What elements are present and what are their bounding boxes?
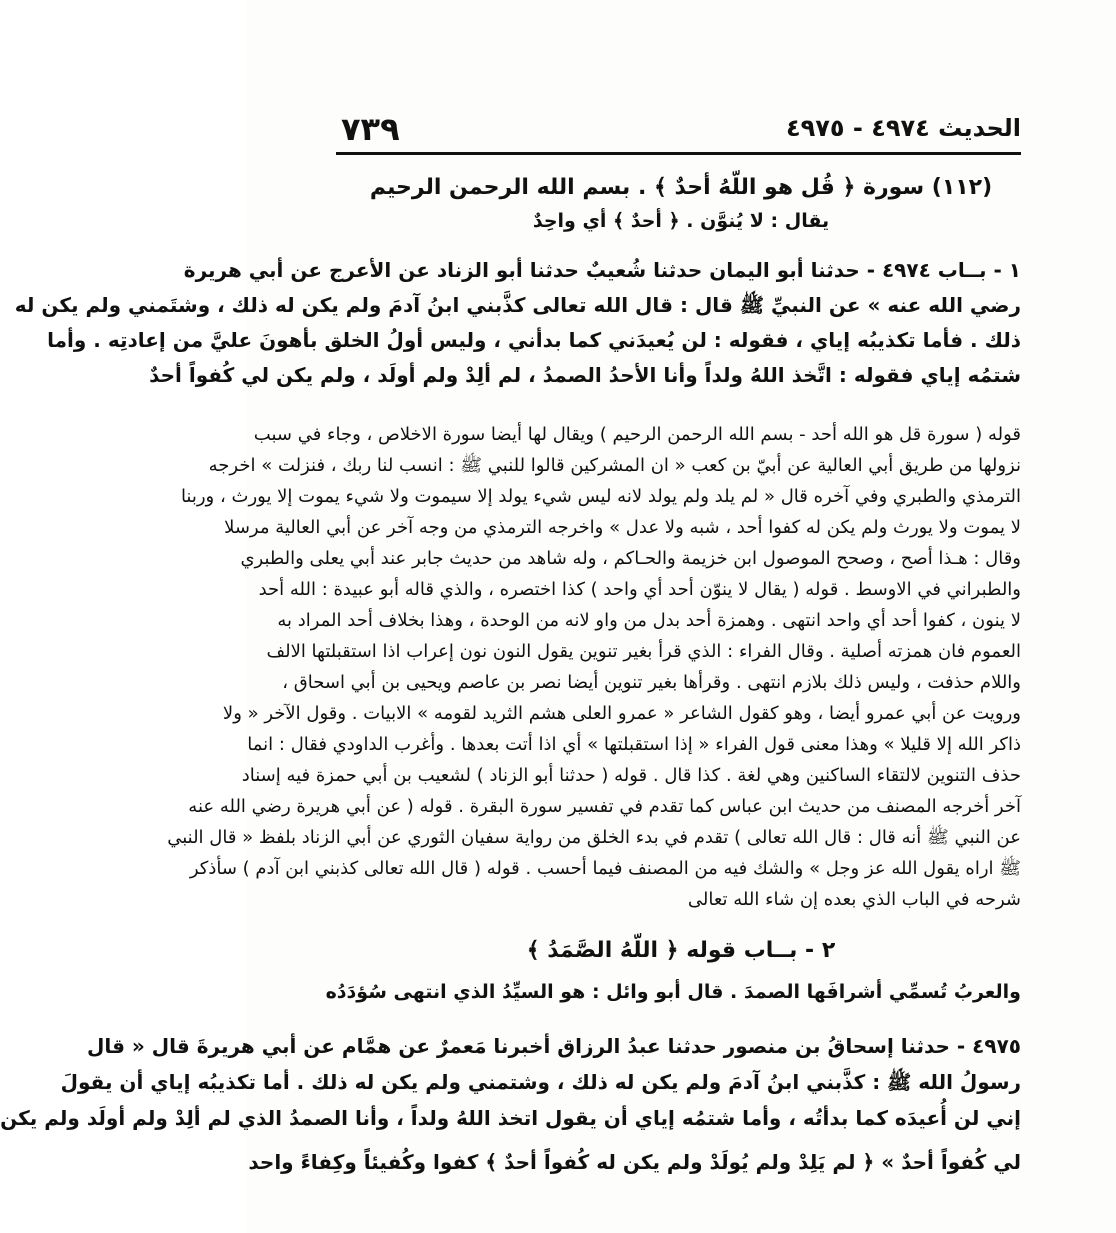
- commentary-line: نزولها من طريق أبي العالية عن أبيّ بن كعب « ان المشركين قالوا للنبي ﷺ : انسب لنا ربك ، فنزلت » اخرجه: [208, 455, 1021, 476]
- hadith-4974-line: رضي الله عنه » عن النبيِّ ﷺ قال : قال الله تعالى كذَّبني ابنُ آدمَ ولم يكن له ذلك ، وشتَمني ولم يكن له: [14, 293, 1021, 317]
- surah-title: (١١٢) سورة ﴿ قُل هو اللّهُ أحدٌ ﴾ . بسم الله الرحمن الرحيم: [369, 175, 993, 200]
- hadith-range-heading: الحديث ٤٩٧٤ - ٤٩٧٥: [785, 114, 1021, 142]
- commentary-line: آخر أخرجه المصنف من حديث ابن عباس كما تقدم في تفسير سورة البقرة . قوله ( عن أبي هريرة رضي الله عنه: [188, 796, 1021, 817]
- hadith-4974-line: ١ - بــاب ٤٩٧٤ - حدثنا أبو اليمان حدثنا شُعيبٌ حدثنا أبو الزناد عن الأعرج عن أبي هريرة: [183, 258, 1021, 282]
- hadith-4975-line: ٤٩٧٥ - حدثنا إسحاقُ بن منصور حدثنا عبدُ الرزاق أخبرنا مَعمرٌ عن همَّام عن أبي هريرةَ قال « قال: [86, 1034, 1021, 1058]
- commentary-line: والطبراني في الاوسط . قوله ( يقال لا ينوّن أحد أي واحد ) كذا اختصره ، والذي قاله أبو عبيدة : الله أحد: [258, 579, 1021, 600]
- commentary-line: العموم فان همزته أصلية . وقال الفراء : الذي قرأ بغير تنوين يقول النون نون إعراب اذا استقبلتها الالف: [266, 641, 1021, 662]
- commentary-line: حذف التنوين لالتقاء الساكنين وهي لغة . كذا قال . قوله ( حدثنا أبو الزناد ) لشعيب بن أبي حمزة فيه إسناد: [241, 765, 1021, 786]
- header-rule: [336, 152, 1021, 155]
- commentary-line: لا يموت ولا يورث ولم يكن له كفوا أحد ، شبه ولا عدل » واخرجه الترمذي من وجه آخر عن أبي العالية مرسلا: [224, 517, 1021, 538]
- commentary-line: الترمذي والطبري وفي آخره قال « لم يلد ولم يولد لانه ليس شيء يولد إلا سيموت ولا شيء يموت إلا يورث ، وربنا: [180, 486, 1021, 507]
- hadith-4974-line: ذلك . فأما تكذيبُه إياي ، فقوله : لن يُعيدَني كما بدأني ، وليس أولُ الخلق بأهونَ عليَّ من إعادتِه . وأما: [47, 328, 1021, 352]
- hadith-4974-line: شتمُه إياي فقوله : اتَّخذ اللهُ ولداً وأنا الأحدُ الصمدُ ، لم ألِدْ ولم أولَد ، ولم يكن لي كُفواً أحدٌ: [149, 363, 1021, 387]
- hadith-4975-line: لي كُفواً أحدٌ » ﴿ لم يَلِدْ ولم يُولَدْ ولم يكن له كُفواً أحدٌ ﴾ كفوا وكُفيئاً وكِفاءً واحد: [248, 1150, 1021, 1174]
- commentary-line: ﷺ اراه يقول الله عز وجل » والشك فيه من المصنف فيما أحسب . قوله ( قال الله تعالى كذبني ابن آدم ) سأذكر: [189, 858, 1021, 879]
- commentary-line: لا ينون ، كفوا أحد أي واحد انتهى . وهمزة أحد بدل من واو لانه من الوحدة ، وهذا بخلاف أحد المراد به: [277, 610, 1021, 631]
- hadith-4975-line: رسولُ الله ﷺ : كذَّبني ابنُ آدمَ ولم يكن له ذلك ، وشتمني ولم يكن له ذلك . أما تكذيبُه إياي أن يقولَ: [60, 1070, 1021, 1094]
- commentary-line: شرحه في الباب الذي بعده إن شاء الله تعالى: [687, 889, 1021, 910]
- bab-2-subtitle: والعربُ تُسمِّي أشرافَها الصمدَ . قال أبو وائل : هو السيِّدُ الذي انتهى سُؤدَدُه: [325, 981, 1021, 1003]
- commentary-line: وقال : هـذا أصح ، وصحح الموصول ابن خزيمة والحـاكم ، وله شاهد من حديث جابر عند أبي يعلى والطبري: [240, 548, 1021, 569]
- commentary-line: عن النبي ﷺ أنه قال : قال الله تعالى ) تقدم في بدء الخلق من رواية سفيان الثوري عن أبي الزناد بلفظ « قال النبي: [167, 827, 1021, 848]
- commentary-line: ذاكر الله إلا قليلا » وهذا معنى قول الفراء « إذا استقبلتها » أي اذا أتت بعدها . وأغرب الداودي فقال : انما: [247, 734, 1021, 755]
- surah-subtitle: يقال : لا يُنوَّن . ﴿ أحدٌ ﴾ أي واحِدٌ: [532, 210, 830, 232]
- hadith-4975-line: إني لن أُعيدَه كما بدأتُه ، وأما شتمُه إياي أن يقول اتخذ اللهُ ولداً ، وأنا الصمدُ الذي لم ألِدْ ولم أولَد ولم يكن: [0, 1106, 1021, 1130]
- commentary-line: واللام حذفت ، وليس ذلك بلازم انتهى . وقرأها بغير تنوين أيضا نصر بن عاصم ويحيى بن أبي اسحاق ،: [282, 672, 1021, 693]
- commentary-line: ورويت عن أبي عمرو أيضا ، وهو كقول الشاعر « عمرو العلى هشم الثريد لقومه » الابيات . وقول الآخر « ولا: [222, 703, 1021, 724]
- page-number: ٧٣٩: [341, 110, 400, 148]
- commentary-line: قوله ( سورة قل هو الله أحد - بسم الله الرحمن الرحيم ) ويقال لها أيضا سورة الاخلاص ، وجاء في سبب: [253, 424, 1021, 445]
- page-header: [341, 110, 1021, 150]
- bab-2-title: ٢ - بــاب قوله ﴿ اللّهُ الصَّمَدُ ﴾: [526, 938, 836, 963]
